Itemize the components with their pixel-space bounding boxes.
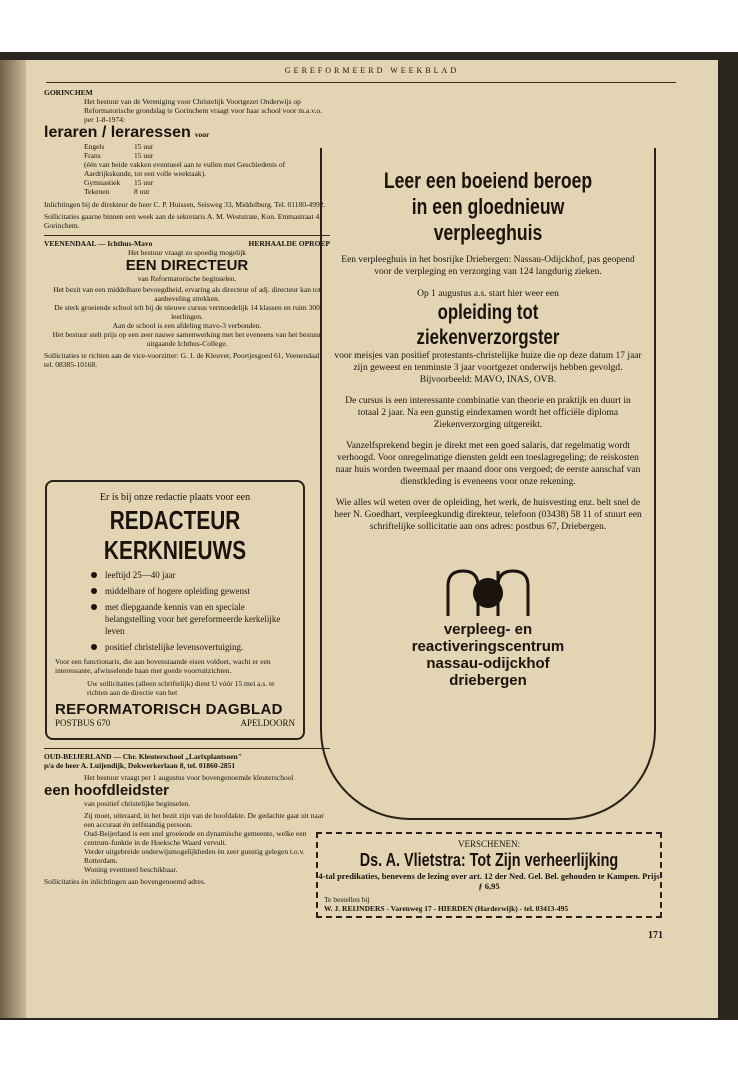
ad-intro: Het bestuur van de Vereniging voor Christelijk Voortgezet Onderwijs op Reformatorische grondslag te Gorinchem vraagt voor haar school voor m.a.v.o. per 1-8-1974: xyxy=(84,97,322,124)
ad-oud-beijerland xyxy=(44,748,330,886)
ad-redacteur-box xyxy=(45,480,305,740)
book-seller: W. J. REIJNDERS - Varenweg 17 - HIERDEN (Harderwijk) - tel. 03413-495 xyxy=(324,904,569,913)
book-desc: 4-tal predikaties, benevens de lezing over art. 12 der Ned. Gel. Bel. gehouden te Kampen. Prijs ƒ 6,95 xyxy=(318,871,660,891)
ad-headline: EEN DIRECTEUR xyxy=(125,257,249,274)
ad-place: GORINCHEM xyxy=(44,88,93,97)
ad-paragraph: Op 1 augustus a.s. start hier weer een xyxy=(417,289,559,299)
book-label: VERSCHENEN: xyxy=(457,839,520,849)
ad-headline: leraren / leraressen xyxy=(44,124,191,141)
ad-headline: Leer een boeiend beroep xyxy=(383,168,593,193)
ad-paragraph: Oud-Beijerland is een snel groeiende en dynamische gemeente, welke een centrum-funktie in de Hoeksche Waard vervult. xyxy=(84,829,307,847)
ad-paragraph: Verder uitgebreide onderwijsmogelijkheden èn zeer gunstig gelegen t.o.v. Rotterdam. xyxy=(84,847,305,865)
ad-paragraph: Een verpleeghuis in het bosrijke Driebergen: Nassau-Odijckhof, pas geopend voor de verpleging en verzorging van 124 langdurig zieken. xyxy=(341,255,635,277)
subject-row: Gymnastiek 15 uur xyxy=(84,178,154,187)
top-rule xyxy=(46,82,676,83)
running-head: GEREFORMEERD WEEKBLAD xyxy=(284,66,460,75)
ad-paragraph: Uw sollicitaties (alleen schriftelijk) dient U vóór 15 mei a.s. te richten aan de directie van het xyxy=(87,679,275,697)
ad-address: p/a de heer A. Luijendijk, Dokwerkerlaan 8, tel. 01860-2851 xyxy=(44,761,236,770)
ad-paragraph: Woning eventueel beschikbaar. xyxy=(84,865,178,874)
ad-paragraph: Zij moet, uiteraard, in het bezit zijn van de hoofdakte. De gedachte gaat uit naar een accuraat én zelfstandig persoon. xyxy=(84,811,324,829)
ad-sub: van Reformatorische beginselen. xyxy=(137,274,237,283)
city: APELDOORN xyxy=(240,718,295,728)
ad-intro: Er is bij onze redactie plaats voor een xyxy=(99,492,251,503)
subject-note: (één van beide vakken eventueel aan te vullen met Geschiedenis of Aardrijkskunde, tot een volle weektaak). xyxy=(84,160,286,178)
ad-place: OUD-BEIJERLAND — Chr. Kleuterschool „Larixplantsoen" xyxy=(44,752,242,761)
magazine-page xyxy=(26,60,718,1018)
divider xyxy=(44,748,330,749)
ad-apply: Sollicitaties gaarne binnen een week aan de sekretaris A. M. Weststrate, Kon. Emmastraat 4, Gorinchem. xyxy=(44,212,322,230)
org-name-line: driebergen xyxy=(449,672,527,689)
bullet-dot xyxy=(91,644,97,650)
bullet-dot xyxy=(91,572,97,578)
ad-paragraph: voor meisjes van positief protestants-christelijke huize die op deze datum 17 jaar zijn geweest en tenminste 3 jaar voortgezet onderwijs hebben gevolgd. xyxy=(334,351,642,373)
org-name-line: nassau-odijckhof xyxy=(426,655,550,672)
ad-veenendaal xyxy=(44,239,330,369)
ad-place: VEENENDAAL — Ichthus-Mavo xyxy=(44,239,153,248)
ad-paragraph: Het bezit van een middelbare bevoegdheid, ervaring als directeur of adj. directeur kan tot aanbeveling strekken. xyxy=(53,285,321,303)
bullet-item: leeftijd 25—40 jaar xyxy=(91,569,303,581)
book-spine xyxy=(0,60,26,1018)
bullet-item: middelbare of hogere opleiding gewenst xyxy=(91,585,303,597)
book-title: Ds. A. Vlietstra: Tot Zijn verheerlijking xyxy=(359,850,619,870)
ad-tag: HERHAALDE OPROEP xyxy=(248,239,330,248)
ad-headline: in een gloednieuw verpleeghuis xyxy=(411,194,565,245)
ad-paragraph: Het bestuur stelt prijs op een zeer nauwe samenwerking met het eveneens van het bestuur uitgaande Ichthus-College. xyxy=(52,330,322,348)
ad-info: Inlichtingen bij de direkteur de heer C. P. Huissen, Seisweg 33, Middelburg. Tel. 01180-4992. xyxy=(44,200,326,209)
subject-row: Engels 15 uur xyxy=(84,142,154,151)
ad-gorinchem xyxy=(44,88,330,230)
ad-headline: REDACTEUR KERKNIEUWS xyxy=(103,505,247,565)
ad-intro: Het bestuur vraagt zo spoedig mogelijk xyxy=(127,248,247,257)
noh-logo-icon xyxy=(438,561,538,621)
ad-paragraph: Vanzelfsprekend begin je direkt met een goed salaris, dat regelmatig wordt verhoogd. Voor onregelmatige diensten geldt een toeslagregeling; de reiskosten naar huis worden tweemaal per maand door ons vergoed; de eerste aanschaf van dienstkleding is eveneens voor onze rekening. xyxy=(335,441,641,487)
page-number: 171 xyxy=(648,930,663,941)
ad-paragraph: De sterk groeiende school telt bij de nieuwe cursus vermoedelijk 14 klassen en ruim 300 leerlingen. xyxy=(54,303,320,321)
org-name-line: verpleeg- en xyxy=(443,621,533,638)
ad-apply: Sollicitaties te richten aan de vice-voorzitter: G. J. de Kleuver, Poortjesgoed 61, Veenendaal, tel. 08385-10168. xyxy=(44,351,322,369)
book-order: Te bestellen bij xyxy=(324,895,370,904)
divider xyxy=(44,235,330,236)
left-column xyxy=(44,88,330,369)
bullet-item: positief christelijke levensovertuiging. xyxy=(91,641,303,653)
bullet-dot xyxy=(91,604,97,610)
ad-apply: Sollicitaties èn inlichtingen aan bovengenoemd adres. xyxy=(44,877,206,886)
ad-paragraph: Aan de school is een afdeling mavo-3 verbonden. xyxy=(112,321,262,330)
ad-paragraph: De cursus is een interessante combinatie van theorie en praktijk en duurt in totaal 2 jaar. Na een gunstig eindexamen wordt het officiële diploma Ziekenverzorging uitgereikt. xyxy=(345,396,631,430)
subject-row: Tekenen 8 uur xyxy=(84,187,150,196)
subject-row: Frans 15 uur xyxy=(84,151,154,160)
postbus: POSTBUS 670 xyxy=(55,718,111,728)
ad-headline: een hoofdleidster xyxy=(44,782,170,799)
bullet-dot xyxy=(91,588,97,594)
newspaper-name: REFORMATORISCH DAGBLAD xyxy=(55,701,283,718)
ad-headline-suffix: voor xyxy=(194,130,210,139)
ad-intro: Het bestuur vraagt per 1 augustus voor bovengenoemde kleuterschool xyxy=(84,773,294,782)
ad-verpleeghuis xyxy=(320,148,656,820)
bullet-item: met diepgaande kennis van en speciale belangstelling voor het gereformeerde kerkelijke leven xyxy=(91,601,281,637)
ad-book xyxy=(316,832,662,918)
ad-paragraph: Voor een functionaris, die aan bovenstaande eisen voldoet, wacht er een interessante, afwisselende baan met goede voorruitzichten. xyxy=(55,657,271,675)
ad-subheadline: opleiding tot ziekenverzorgster xyxy=(416,301,560,349)
org-name-line: reactiveringscentrum xyxy=(411,638,565,655)
ad-sub: van positief christelijke beginselen. xyxy=(84,799,191,808)
ad-paragraph: Wie alles wil weten over de opleiding, het werk, de huisvesting enz. belt snel de heer N. Goedhart, verpleegkundig direkteur, telefoon (03438) 58 11 of stuurt een schriftelijke sollicitatie aan ons adres: postbus 67, Driebergen. xyxy=(334,498,642,532)
ad-paragraph: Bijvoorbeeld: MAVO, INAS, OVB. xyxy=(419,375,557,385)
